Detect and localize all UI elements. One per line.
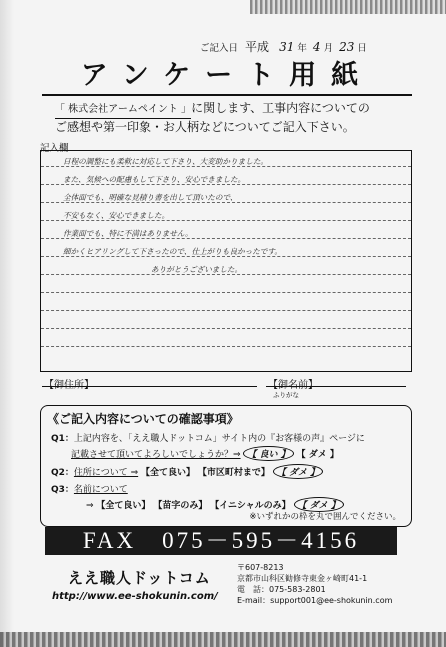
scan-noise-top [250,0,446,14]
q3-line-1 [51,482,128,495]
zip-code: 〒607-8213 [237,563,284,572]
q3-option-initials[interactable]: 【イニシャルのみ】 [210,501,291,511]
company-name: 「 株式会社アームペイント 」 [55,101,191,119]
street-address: 京都市山科区勧修寺東金ヶ崎町41-1 [237,574,368,583]
date-month: 4 [312,40,321,54]
q1-line-1 [51,431,365,444]
date-era: 平成 [245,40,270,54]
handwritten-comment: また、気候への配慮もして下さり、安心できました。 [63,175,246,184]
q3-arrow: ⇒ [86,501,94,511]
q3-text: 名前について [73,485,128,495]
address-field[interactable] [42,386,257,387]
date-year-unit: 年 [297,43,307,54]
confirmation-box [40,405,412,527]
name-field[interactable] [266,386,406,387]
q2-line [51,464,323,479]
intro-text [55,100,415,136]
contact-address [237,562,392,606]
intro-line-1: に関します、工事内容についての [191,101,370,115]
confirm-title: 《ご記入内容についての確認事項》 [47,412,239,426]
handwritten-comment: 全体面でも、明確な見積り書を出して頂いたので、 [63,193,238,202]
q1-text-b: 記載させて頂いてよろしいでしょうか？⇒ [71,450,241,460]
q1-line-2 [71,446,339,461]
page-title: アンケート用紙 [42,58,412,96]
q3-option-no[interactable]: 【 ダメ 】 [294,497,344,512]
comment-box [40,150,412,372]
ruled-line [41,292,411,293]
ruled-line [41,328,411,329]
email-address: E-mail：support001@ee-shokunin.com [237,596,393,605]
date-label: ご記入日 [200,43,239,54]
q2-text: 住所について ⇒ [73,468,139,478]
handwritten-comment: 細かくヒアリングして下さったので、仕上がりも良かったです。 [63,247,282,256]
ruled-line [41,310,411,311]
address-label: 【御住所】 [44,380,94,391]
contact-fields [40,372,410,399]
q3-number: Q3： [51,485,74,495]
q1-number: Q1： [51,434,74,444]
date-day-unit: 日 [357,43,367,54]
date-line [200,38,367,55]
furigana-label: ふりがな [273,391,299,399]
date-year: 31 [279,40,295,54]
q3-option-all[interactable]: 【全て良い】 [96,501,151,511]
q1-text-a: 上記内容を、「ええ職人ドットコム」サイト内の『お客様の声』ページに [73,434,365,444]
form-label: 記入欄 [40,143,69,154]
q2-number: Q2： [51,468,74,478]
date-month-unit: 月 [323,43,334,54]
date-day: 23 [339,40,355,54]
q2-option-city[interactable]: 【市区町村まで】 [197,468,270,478]
telephone: 電 話：075-583-2801 [237,585,326,594]
fax-banner: FAX 075－595－4156 [45,527,397,555]
handwritten-comment: 不安もなく、安心できました。 [63,211,170,220]
scan-shadow-left [0,0,14,647]
scan-noise-bottom [0,632,446,647]
ruled-line [41,346,411,347]
q1-option-no[interactable]: 【 ダメ 】 [296,450,339,460]
intro-line-2: ご感想や第一印象・お人柄などについてご記入下さい。 [55,120,355,134]
q2-option-all[interactable]: 【全て良い】 [141,468,196,478]
q3-option-surname[interactable]: 【苗字のみ】 [153,501,208,511]
handwritten-comment: 作業面でも、特に不満はありません。 [63,229,193,238]
name-label: 【御名前】 [268,380,318,391]
q1-option-yes[interactable]: 【 良い 】 [243,446,293,461]
brand-name: ええ職人ドットコム [68,569,211,587]
handwritten-comment: ありがとうございました。 [151,265,243,274]
website-url: http://www.ee-shokunin.com/ [52,591,218,602]
q2-option-no[interactable]: 【 ダメ 】 [273,464,323,479]
handwritten-comment: 日程の調整にも柔軟に対応して下さり、大変助かりました。 [63,157,269,166]
circle-note: ※いずれかの枠を丸で囲んでください。 [249,512,401,522]
